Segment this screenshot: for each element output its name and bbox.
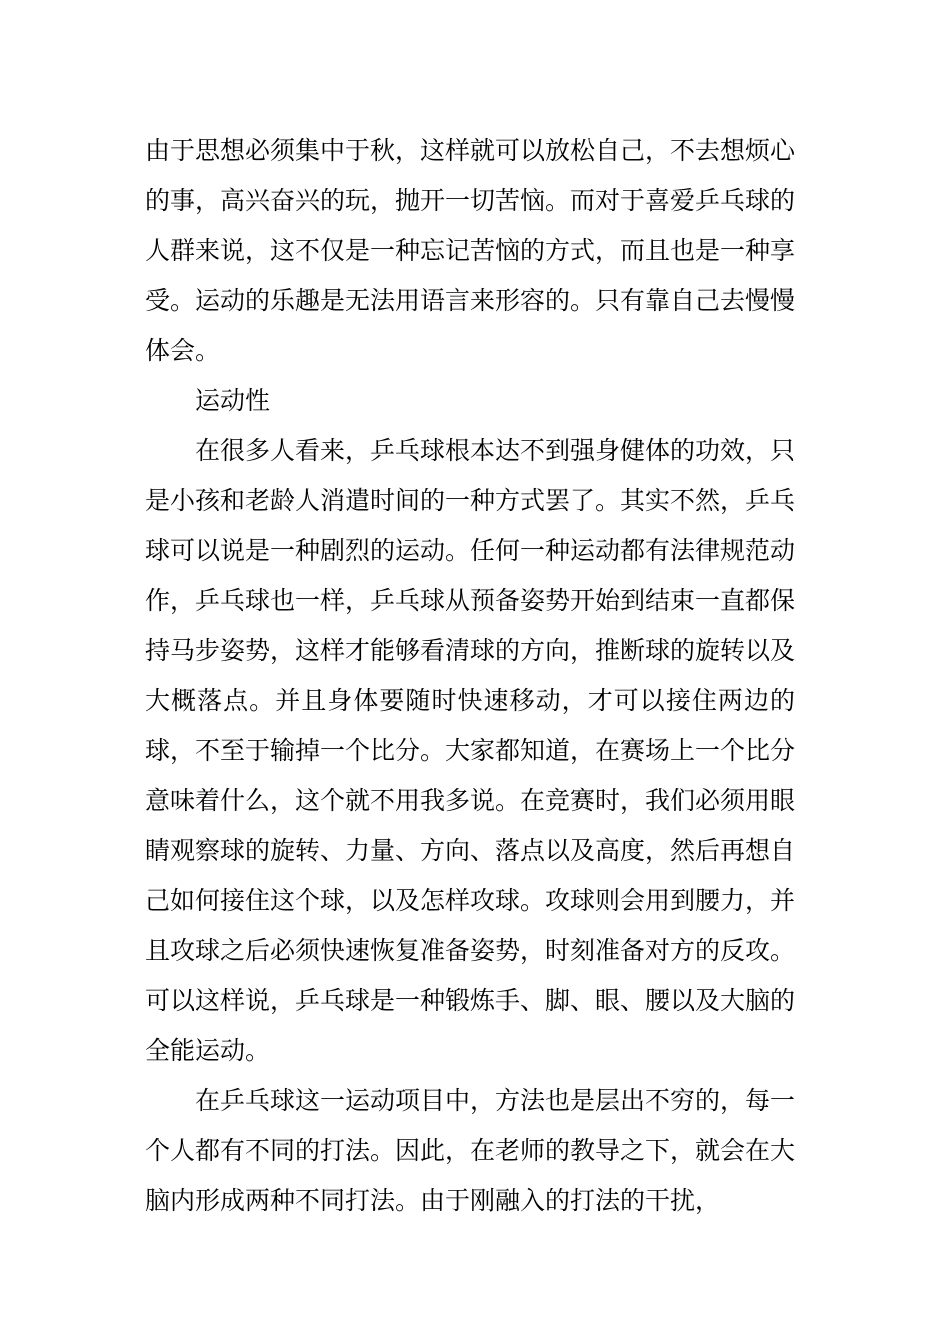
paragraph: 在乒乓球这一运动项目中，方法也是层出不穷的，每一个人都有不同的打法。因此，在老师的教导之下，就会在大脑内形成两种不同打法。由于刚融入的打法的干扰， (145, 1086, 796, 1215)
document-body (145, 126, 795, 1226)
paragraph-continuation: 由于思想必须集中于秋，这样就可以放松自己，不去想烦心的事，高兴奋兴的玩，抛开一切苦恼。而对于喜爱乒乓球的人群来说，这不仅是一种忘记苦恼的方式，而且也是一种享受。运动的乐趣是无法用语言来形容的。只有靠自己去慢慢体会。 (145, 136, 796, 365)
section-heading: 运动性 (195, 386, 271, 415)
paragraph: 在很多人看来，乒乓球根本达不到强身健体的功效，只是小孩和老龄人消遣时间的一种方式罢了。其实不然，乒乓球可以说是一种剧烈的运动。任何一种运动都有法律规范动作，乒乓球也一样，乒乓球从预备姿势开始到结束一直都保持马步姿势，这样才能够看清球的方向，推断球的旋转以及大概落点。并且身体要随时快速移动，才可以接住两边的球，不至于输掉一个比分。大家都知道，在赛场上一个比分意味着什么，这个就不用我多说。在竞赛时，我们必须用眼睛观察球的旋转、力量、方向、落点以及高度，然后再想自己如何接住这个球，以及怎样攻球。攻球则会用到腰力，并且攻球之后必须快速恢复准备姿势，时刻准备对方的反攻。可以这样说，乒乓球是一种锻炼手、脚、眼、腰以及大脑的全能运动。 (145, 436, 796, 1065)
